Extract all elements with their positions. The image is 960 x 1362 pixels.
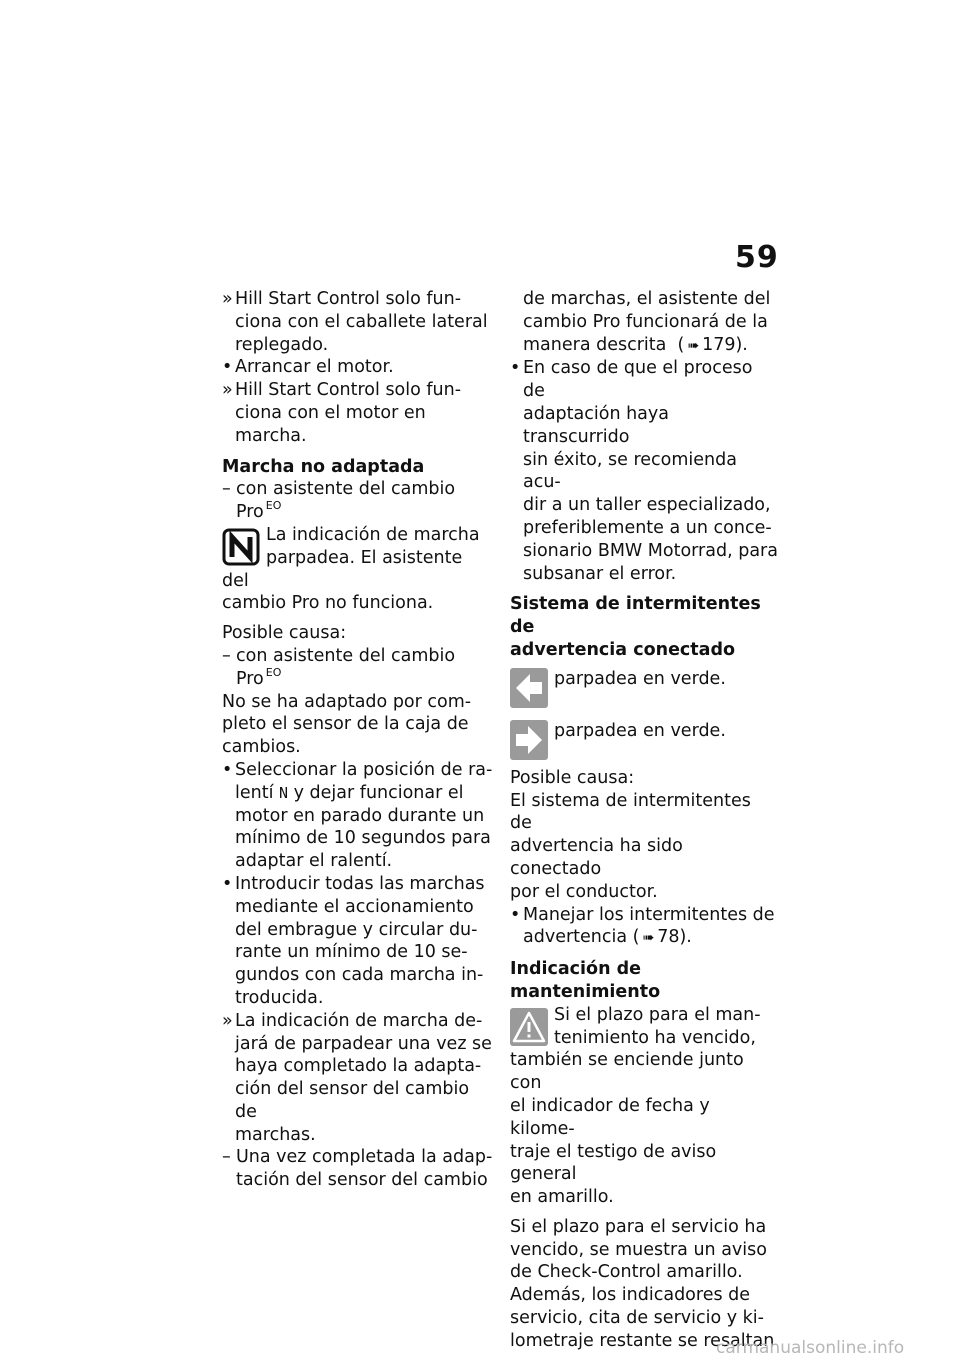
- text-line: Arrancar el motor.: [235, 357, 394, 378]
- text-line: también se enciende junto con: [510, 1050, 744, 1094]
- bullet-marker: •: [222, 357, 233, 378]
- text-line: No se ha adaptado por com-: [222, 691, 472, 712]
- text-span: advertencia (: [523, 927, 640, 948]
- condition-item: [222, 478, 494, 524]
- text-line: dir a un taller especializado,: [523, 495, 771, 516]
- text-line: En caso de que el proceso de: [523, 358, 753, 402]
- condition-item: [222, 645, 494, 691]
- text-line: mediante el accionamiento: [235, 896, 474, 917]
- heading-line: Sistema de intermitentes de: [510, 594, 761, 638]
- text-line: cambios.: [222, 737, 301, 758]
- text-line: en amarillo.: [510, 1187, 614, 1208]
- text-line: cambio Pro no funciona.: [222, 593, 434, 614]
- text-line: El sistema de intermitentes de: [510, 790, 751, 834]
- text-line: por el conductor.: [510, 881, 658, 902]
- text-line: tación del sensor del cambio: [236, 1170, 488, 1191]
- text-line: Una vez completada la adap-: [236, 1147, 493, 1168]
- option-superscript: EO: [265, 665, 282, 679]
- text-line: [236, 501, 494, 524]
- right-indicator-row: [510, 720, 778, 760]
- text-span: Pro: [236, 502, 264, 523]
- maintenance-paragraph: [510, 1004, 778, 1209]
- service-paragraph: [510, 1216, 778, 1353]
- bullet-item: [222, 873, 494, 1010]
- left-indicator-row: [510, 668, 778, 708]
- cause-label: Posible causa:: [222, 623, 347, 644]
- bullet-item: [222, 356, 494, 379]
- result-item: [222, 288, 494, 356]
- page-reference-arrow-icon: ➠: [687, 337, 700, 354]
- text-line: sionario BMW Motorrad, para: [523, 540, 778, 561]
- result-marker: »: [222, 1010, 233, 1031]
- result-marker: »: [222, 380, 233, 401]
- left-column: [222, 288, 494, 1192]
- page-reference-arrow-icon: ➠: [642, 930, 655, 947]
- result-item: [222, 379, 494, 447]
- text-line: Hill Start Control solo fun-: [235, 289, 462, 309]
- text-line: subsanar el error.: [523, 563, 677, 584]
- text-line: parpadea. El asistente del: [222, 547, 463, 591]
- text-line: ciona con el motor en marcha.: [235, 402, 426, 446]
- bullet-marker: •: [222, 759, 233, 780]
- text-line: Además, los indicadores de: [510, 1285, 751, 1306]
- turn-right-indicator-icon: [510, 720, 548, 760]
- text-line: advertencia ha sido conectado: [510, 836, 683, 879]
- section-heading: Indicación de mantenimiento: [510, 959, 661, 1002]
- text-line: replegado.: [235, 334, 329, 355]
- heading-line: advertencia conectado: [510, 639, 736, 660]
- cause-label: Posible causa:: [510, 767, 635, 788]
- text-line: con asistente del cambio: [236, 645, 456, 666]
- bullet-item: [222, 759, 494, 873]
- text-line: del embrague y circular du-: [235, 919, 478, 940]
- text-line: adaptación haya transcurrido: [523, 403, 669, 447]
- watermark[interactable]: carmanualsonline.info: [716, 1338, 905, 1358]
- section-heading: [510, 593, 778, 661]
- text-line: Hill Start Control solo fun-: [235, 380, 462, 401]
- text-line: ciona con el caballete lateral: [235, 311, 488, 332]
- text-line: servicio, cita de servicio y ki-: [510, 1308, 764, 1329]
- section-heading: Marcha no adaptada: [222, 456, 425, 477]
- text-line: parpadea en verde.: [554, 668, 726, 689]
- text-line: parpadea en verde.: [554, 720, 726, 741]
- bullet-item: [510, 904, 778, 951]
- text-line: Manejar los intermitentes de: [523, 904, 775, 925]
- text-line: pleto el sensor de la caja de: [222, 714, 469, 735]
- option-superscript: EO: [265, 499, 282, 513]
- bullet-item: [510, 357, 778, 585]
- text-line: adaptar el ralentí.: [235, 851, 393, 872]
- result-marker: »: [222, 289, 233, 309]
- text-line: manera descrita ( ➠ 179).: [523, 334, 778, 358]
- text-line: cambio Pro funcionará de la: [523, 311, 768, 332]
- text-span: Pro: [236, 668, 264, 689]
- text-line: La indicación de marcha: [266, 524, 480, 545]
- result-item: [222, 1010, 494, 1147]
- page-reference[interactable]: 78).: [657, 927, 692, 948]
- text-line: [235, 782, 494, 805]
- text-line: gundos con cada marcha in-: [235, 965, 484, 986]
- text-line: mínimo de 10 segundos para: [235, 828, 491, 849]
- gear-code: N: [279, 783, 289, 802]
- text-line: tenimiento ha vencido,: [554, 1027, 756, 1048]
- text-line: de Check-Control amarillo.: [510, 1262, 743, 1283]
- text-span: manera descrita: [523, 334, 667, 355]
- text-line: Si el plazo para el man-: [554, 1004, 761, 1025]
- text-line: el indicador de fecha y kilome-: [510, 1095, 710, 1139]
- text-line: [523, 926, 778, 950]
- text-line: de marchas, el asistente del: [523, 289, 771, 309]
- text-span: lentí: [235, 782, 274, 803]
- text-line: preferiblemente a un conce-: [523, 517, 772, 538]
- text-line: jará de parpadear una vez se: [235, 1033, 492, 1054]
- text-line: Introducir todas las marchas: [235, 873, 485, 894]
- text-line: ción del sensor del cambio de: [235, 1079, 470, 1122]
- text-line: marchas.: [235, 1124, 316, 1145]
- bullet-marker: •: [510, 358, 521, 379]
- right-column: [510, 288, 778, 1353]
- text-line: traje el testigo de aviso general: [510, 1141, 717, 1185]
- dash-marker: –: [222, 479, 231, 500]
- text-line: La indicación de marcha de-: [235, 1010, 483, 1031]
- text-line: rante un mínimo de 10 se-: [235, 942, 468, 963]
- text-line: Seleccionar la posición de ra-: [235, 759, 493, 780]
- condition-item: [222, 1146, 494, 1192]
- text-line: sin éxito, se recomienda acu-: [523, 449, 737, 493]
- text-line: con asistente del cambio: [236, 479, 456, 500]
- text-line: Si el plazo para el servicio ha: [510, 1216, 767, 1237]
- neutral-gear-indicator-icon: [222, 528, 260, 566]
- page-number: 59: [735, 240, 779, 275]
- dash-marker: –: [222, 1147, 231, 1168]
- text-line: troducida.: [235, 987, 324, 1008]
- text-line: [236, 665, 494, 691]
- general-warning-icon: [510, 1008, 548, 1046]
- dash-marker: –: [222, 645, 231, 666]
- text-line: vencido, se muestra un aviso: [510, 1239, 767, 1260]
- continued-paragraph: [510, 288, 778, 357]
- text-line: lometraje restante se resaltan: [510, 1330, 775, 1351]
- neutral-paragraph: [222, 524, 494, 615]
- bullet-marker: •: [510, 904, 521, 925]
- text-span: y dejar funcionar el: [293, 782, 464, 803]
- page-reference[interactable]: 179).: [702, 334, 748, 355]
- bullet-marker: •: [222, 873, 233, 894]
- text-line: motor en parado durante un: [235, 805, 485, 826]
- text-line: haya completado la adapta-: [235, 1056, 482, 1077]
- turn-left-indicator-icon: [510, 668, 548, 708]
